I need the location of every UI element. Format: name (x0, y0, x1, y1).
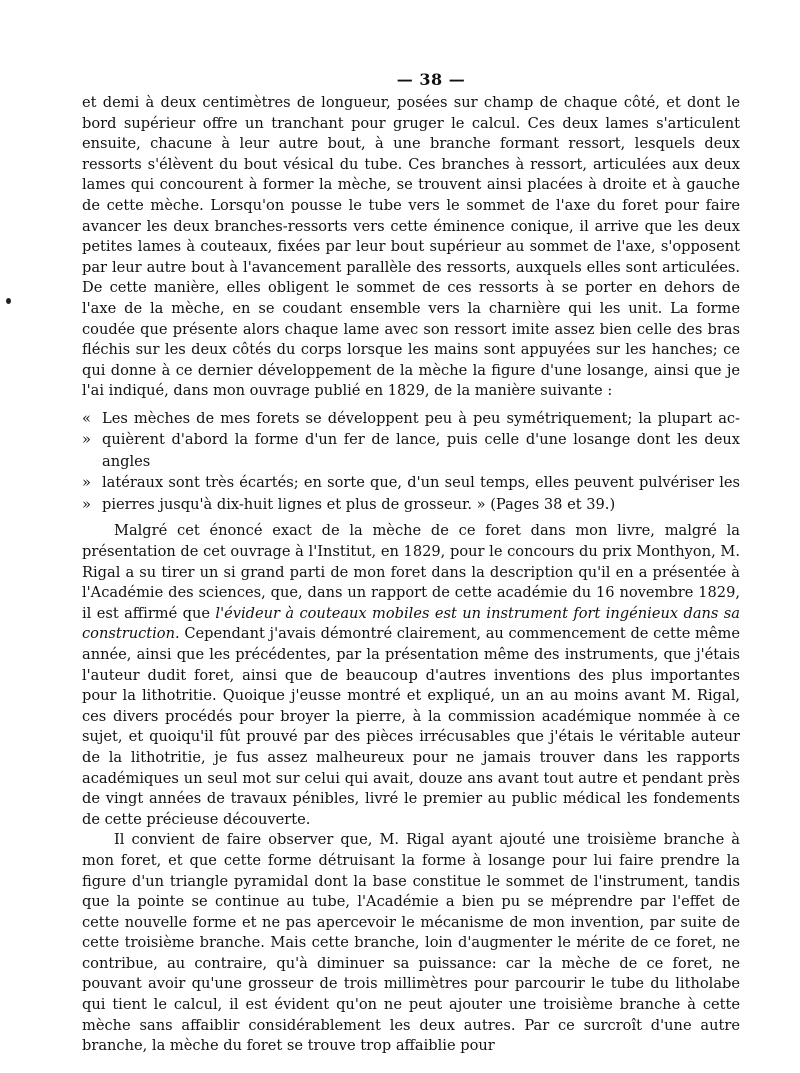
quotation-block (82, 408, 740, 516)
quote-mark: » (82, 474, 91, 492)
paragraph-2 (82, 521, 740, 830)
quote-line-text: latéraux sont très écartés; en sorte que, d'un seul temps, elles peuvent pulvériser les (102, 474, 740, 492)
quote-line-text: quièrent d'abord la forme d'un fer de lance, puis celle d'une losange dont les deux angles (102, 431, 740, 470)
quote-line (82, 429, 740, 472)
quote-line (82, 408, 740, 430)
margin-ink-spot (6, 298, 11, 304)
paragraph-2-text-after: Cependant j'avais démontré clairement, au commencement de cette même année, ainsi que les précédentes, par la présentation même des instruments, que j'étais l'auteur dudit foret, ainsi que de beaucoup d'autres inventions des plus importantes pour la lithotritie. Quoique j'eusse montré et expliqué, un an au moins avant M. Rigal, ces divers procédés pour broyer la pierre, à la commission académique nommée à ce sujet, et quoiqu'il fût prouvé par des pièces irrécusables que j'étais le véritable auteur de la lithotritie, je fus assez malheureux pour ne jamais trouver dans les rapports académiques un seul mot sur celui qui avait, douze ans avant tout autre et pendant près de vingt années de travaux pénibles, livré le premier au public médical les fondements de cette précieuse découverte. (82, 625, 740, 828)
quote-line-text: Les mèches de mes forets se développent peu à peu symétriquement; la plupart ac- (102, 409, 740, 427)
quote-line (82, 494, 740, 516)
quote-line-text: pierres jusqu'à dix-huit lignes et plus de grosseur. » (Pages 38 et 39.) (102, 495, 616, 513)
quote-mark: » (82, 495, 91, 513)
page-number: — 38 — (396, 70, 466, 89)
paragraph-2-italic-quote: l'évideur à couteaux mobiles est un instrument fort ingénieux dans sa construction. (82, 604, 740, 643)
paragraph-1: et demi à deux centimètres de longueur, posées sur champ de chaque côté, et dont le bord supérieur offre un tranchant pour gruger le calcul. Ces deux lames s'articulent ensuite, chacune à leur autre bout, à une branche formant ressort, lesquels deux ressorts s'élèvent du bout vésical du tube. Ces branches à ressort, articulées aux deux lames qui concourent à former la mèche, se trouvent ainsi placées à droite et à gauche de cette mèche. Lorsqu'on pousse le tube vers le sommet de l'axe du foret pour faire avancer les deux branches-ressorts vers cette éminence conique, il arrive que les deux petites lames à couteaux, fixées par leur bout supérieur au sommet de l'axe, s'opposent par leur autre bout à l'avancement parallèle des ressorts, auxquels elles sont articulées. De cette manière, elles obligent le sommet de ces ressorts à se porter en dehors de l'axe de la mèche, en se coudant ensemble vers la charnière qui les unit. La forme coudée que présente alors chaque lame avec son ressort imite assez bien celle des bras fléchis sur les deux côtés du corps lorsque les mains sont appuyées sur les hanches; ce qui donne à ce dernier développement de la mèche la figure d'une losange, ainsi que je l'ai indiqué, dans mon ouvrage publié en 1829, de la manière suivante : (82, 94, 740, 400)
paragraph-2-text-before: Malgré cet énoncé exact de la mèche de ce foret dans mon livre, malgré la présentation de cet ouvrage à l'Institut, en 1829, pour le concours du prix Monthyon, M. Rigal a su tirer un si grand parti de mon foret dans la description qu'il en a présentée à l'Académie des sciences, que, dans un rapport de cette académie du 16 novembre 1829, il est affirmé que (82, 522, 740, 622)
quote-line (82, 472, 740, 494)
quote-mark: » (82, 431, 91, 449)
quote-mark: « (82, 409, 91, 427)
paragraph-3: Il convient de faire observer que, M. Rigal ayant ajouté une troisième branche à mon foret, et que cette forme détruisant la forme à losange pour lui faire prendre la figure d'un triangle pyramidal dont la base constitue le sommet de l'instrument, tandis que la pointe se continue au tube, l'Académie a bien pu se méprendre par l'effet de cette nouvelle forme et ne pas apercevoir le mécanisme de mon invention, par suite de cette troisième branche. Mais cette branche, loin d'augmenter le mérite de ce foret, ne contribue, au contraire, qu'à diminuer sa puissance: car la mèche de ce foret, ne pouvant avoir qu'une grosseur de trois millimètres pour parcourir le tube du litholabe qui tient le calcul, il est évident qu'on ne peut ajouter une troisième branche à cette mèche sans affaiblir considérablement les deux autres. Par ce surcroît d'une autre branche, la mèche du foret se trouve trop affaiblie pour (82, 831, 740, 1055)
